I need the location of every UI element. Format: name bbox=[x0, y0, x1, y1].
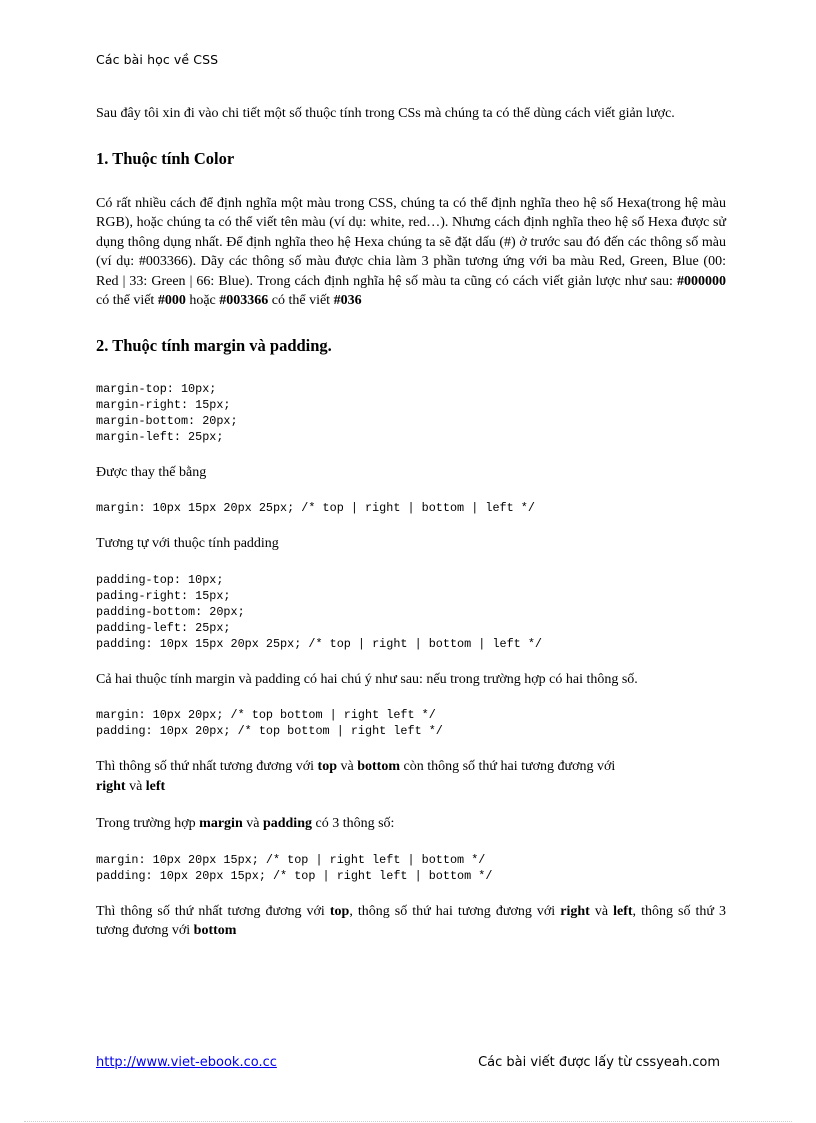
code-block-margin-shorthand: margin: 10px 15px 20px 25px; /* top | right | bottom | left */ bbox=[96, 501, 535, 515]
page-bottom-divider bbox=[24, 1121, 792, 1122]
paragraph-text: và bbox=[246, 816, 260, 831]
color-paragraph bbox=[96, 194, 726, 311]
paragraph-text: có thể viết bbox=[271, 293, 331, 308]
hex-code-long-1: #000000 bbox=[677, 273, 726, 289]
section-heading-color: 1. Thuộc tính Color bbox=[96, 148, 235, 168]
hex-code-long-2: #003366 bbox=[219, 293, 269, 308]
page-content bbox=[96, 104, 726, 941]
paragraph-text: còn thông số thứ hai tương đương với bbox=[403, 759, 616, 774]
keyword-bottom: bottom bbox=[193, 923, 237, 938]
paragraph-text: có 3 thông số: bbox=[315, 816, 395, 831]
keyword-left: left bbox=[613, 903, 633, 919]
code-block-margin: margin-top: 10px; margin-right: 15px; margin-bottom: 20px; margin-left: 25px; bbox=[96, 381, 238, 444]
keyword-top: top bbox=[317, 759, 337, 774]
paragraph-text: và bbox=[594, 903, 609, 919]
intro-paragraph: Sau đây tôi xin đi vào chi tiết một số thuộc tính trong CSs mà chúng ta có thể dùng cách viết giản lược. bbox=[96, 106, 675, 121]
replaced-by-text: Được thay thế bằng bbox=[96, 464, 207, 480]
paragraph-text: , thông số thứ hai tương đương với bbox=[349, 903, 556, 919]
page-footer bbox=[96, 1055, 720, 1070]
section-heading-margin-padding: 2. Thuộc tính margin và padding. bbox=[96, 335, 332, 355]
keyword-bottom: bottom bbox=[357, 759, 400, 774]
page-header: Các bài học về CSS bbox=[96, 52, 219, 67]
keyword-right: right bbox=[560, 903, 590, 919]
paragraph-text: có thể viết bbox=[96, 293, 155, 308]
hex-code-short-2: #036 bbox=[333, 293, 362, 308]
footer-website-link[interactable]: http://www.viet-ebook.co.cc bbox=[96, 1055, 277, 1070]
keyword-top: top bbox=[329, 903, 350, 919]
keyword-left: left bbox=[145, 778, 166, 794]
paragraph-text: hoặc bbox=[189, 293, 216, 308]
keyword-padding: padding bbox=[262, 816, 312, 831]
paragraph-text: và bbox=[129, 778, 143, 794]
code-block-two-params: margin: 10px 20px; /* top bottom | right left */ padding: 10px 20px; /* top bottom | right left */ bbox=[96, 708, 443, 738]
similar-padding-text: Tương tự với thuộc tính padding bbox=[96, 536, 279, 551]
footer-credit: Các bài viết được lấy từ cssyeah.com bbox=[478, 1055, 720, 1070]
paragraph-text: Trong trường hợp bbox=[96, 816, 196, 831]
code-block-padding: padding-top: 10px; pading-right: 15px; padding-bottom: 20px; padding-left: 25px; padding: 10px 15px 20px 25px; /* top | right | bottom | left */ bbox=[96, 572, 542, 651]
hex-code-short-1: #000 bbox=[157, 293, 186, 308]
paragraph-text: và bbox=[340, 759, 354, 774]
three-params-intro bbox=[96, 814, 726, 834]
code-block-three-params: margin: 10px 20px 15px; /* top | right left | bottom */ padding: 10px 20px 15px; /* top | right left | bottom */ bbox=[96, 852, 493, 883]
paragraph-text: Thì thông số thứ nhất tương đương với bbox=[96, 759, 315, 774]
paragraph-text: Thì thông số thứ nhất tương đương với bbox=[96, 903, 325, 919]
paragraph-text: , thông số thứ 3 tương đương với bbox=[96, 903, 727, 938]
two-params-explanation bbox=[96, 757, 726, 796]
keyword-right: right bbox=[96, 778, 126, 794]
keyword-margin: margin bbox=[199, 816, 243, 831]
color-paragraph-text: Có rất nhiều cách để định nghĩa một màu trong CSS, chúng ta có thể định nghĩa theo hệ số Hexa(trong hệ màu RGB), hoặc chúng ta có thể viết tên màu (ví dụ: white, red…). Nhưng cách định nghĩa theo hệ số Hexa được sử dụng thông dụng nhất. Để định nghĩa theo hệ Hexa chúng ta sẽ đặt dấu (#) ở trước sau đó đến các thông số màu (ví dụ: #003366). Dãy các thông số màu được chia làm 3 phần tương ứng với ba màu Red, Green, Blue (00: Red | 33: Green | 66: Blue). Trong cách định nghĩa hệ số màu ta cũng có cách viết giản lược như sau: bbox=[96, 195, 726, 289]
two-params-note: Cả hai thuộc tính margin và padding có hai chú ý như sau: nếu trong trường hợp có hai thông số. bbox=[96, 671, 638, 687]
three-params-explanation bbox=[96, 902, 726, 941]
